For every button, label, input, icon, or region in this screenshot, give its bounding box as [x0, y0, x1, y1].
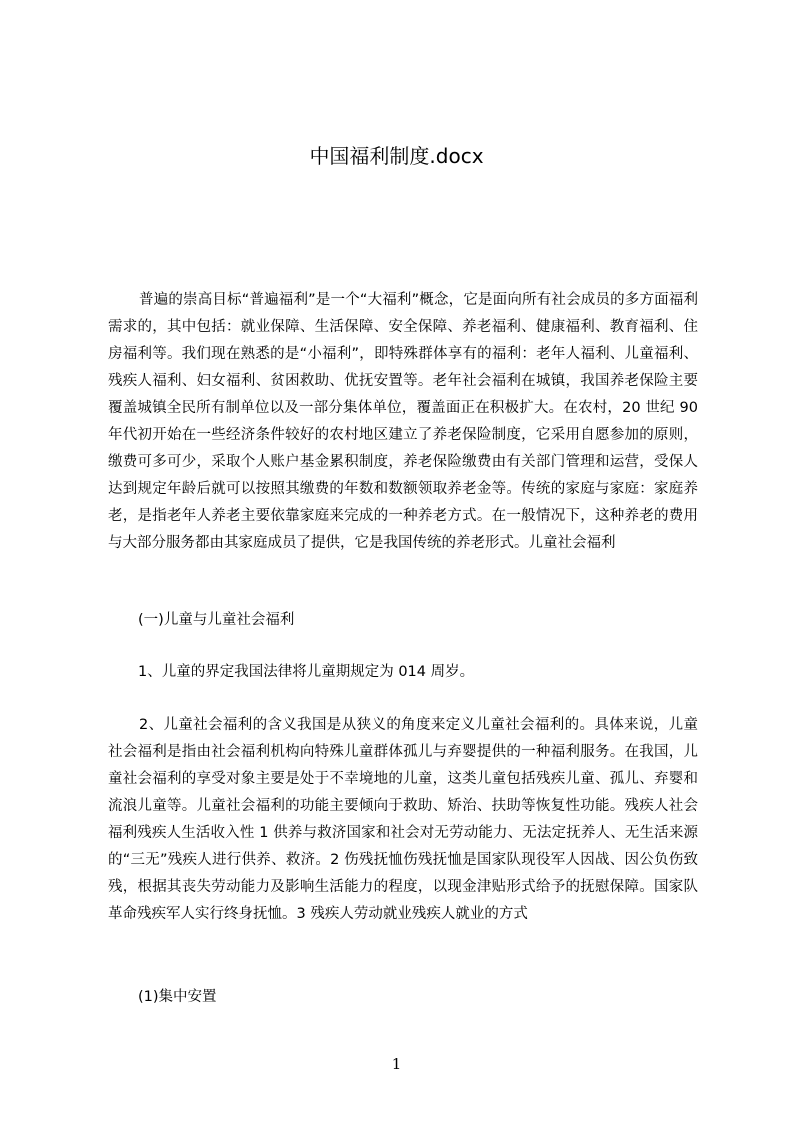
- subheading-centralized-placement: (1)集中安置: [138, 989, 217, 1005]
- section-heading-children-welfare: (一)儿童与儿童社会福利: [138, 612, 295, 628]
- page-number: 1: [391, 1055, 402, 1073]
- paragraph-child-definition: 1、儿童的界定我国法律将儿童期规定为 014 周岁。: [138, 664, 475, 680]
- paragraph-child-welfare-meaning: 2、儿童社会福利的含义我国是从狭义的角度来定义儿童社会福利的。具体来说，儿童社会福利是指由社会福利机构向特殊儿童群体孤儿与弃婴提供的一种福利服务。在我国，儿童社会福利的享受对象主要是处于不幸境地的儿童，这类儿童包括残疾儿童、孤儿、弃婴和流浪儿童等。儿童社会福利的功能主要倾向于救助、矫治、扶助等恢复性功能。残疾人社会福利残疾人生活收入性 1 供养与救济国家和社会对无劳动能力、无法定抚养人、无生活来源的“三无”残疾人进行供养、救济。2 伤残抚恤伤残抚恤是国家队现役军人因战、因公负伤致残，根据其丧失劳动能力及影响生活能力的程度，以现金津贴形式给予的抚慰保障。国家队革命残疾军人实行终身抚恤。3 残疾人劳动就业残疾人就业的方式: [108, 717, 698, 922]
- document-title: 中国福利制度.docx: [309, 144, 484, 168]
- paragraph-universal-welfare: 普遍的崇高目标“普遍福利”是一个“大福利”概念，它是面向所有社会成员的多方面福利需求的，其中包括：就业保障、生活保障、安全保障、养老福利、健康福利、教育福利、住房福利等。我们现在熟悉的是“小福利”，即特殊群体享有的福利：老年人福利、儿童福利、残疾人福利、妇女福利、贫困救助、优抚安置等。老年社会福利在城镇，我国养老保险主要覆盖城镇全民所有制单位以及一部分集体单位，覆盖面正在积极扩大。在农村，20 世纪 90 年代初开始在一些经济条件较好的农村地区建立了养老保险制度，它采用自愿参加的原则，缴费可多可少，采取个人账户基金累积制度，养老保险缴费由有关部门管理和运营，受保人达到规定年龄后就可以按照其缴费的年数和数额领取养老金等。传统的家庭与家庭：家庭养老，是指老年人养老主要依靠家庭来完成的一种养老方式。在一般情况下，这种养老的费用与大部分服务都由其家庭成员了提供，它是我国传统的养老形式。儿童社会福利: [108, 292, 698, 551]
